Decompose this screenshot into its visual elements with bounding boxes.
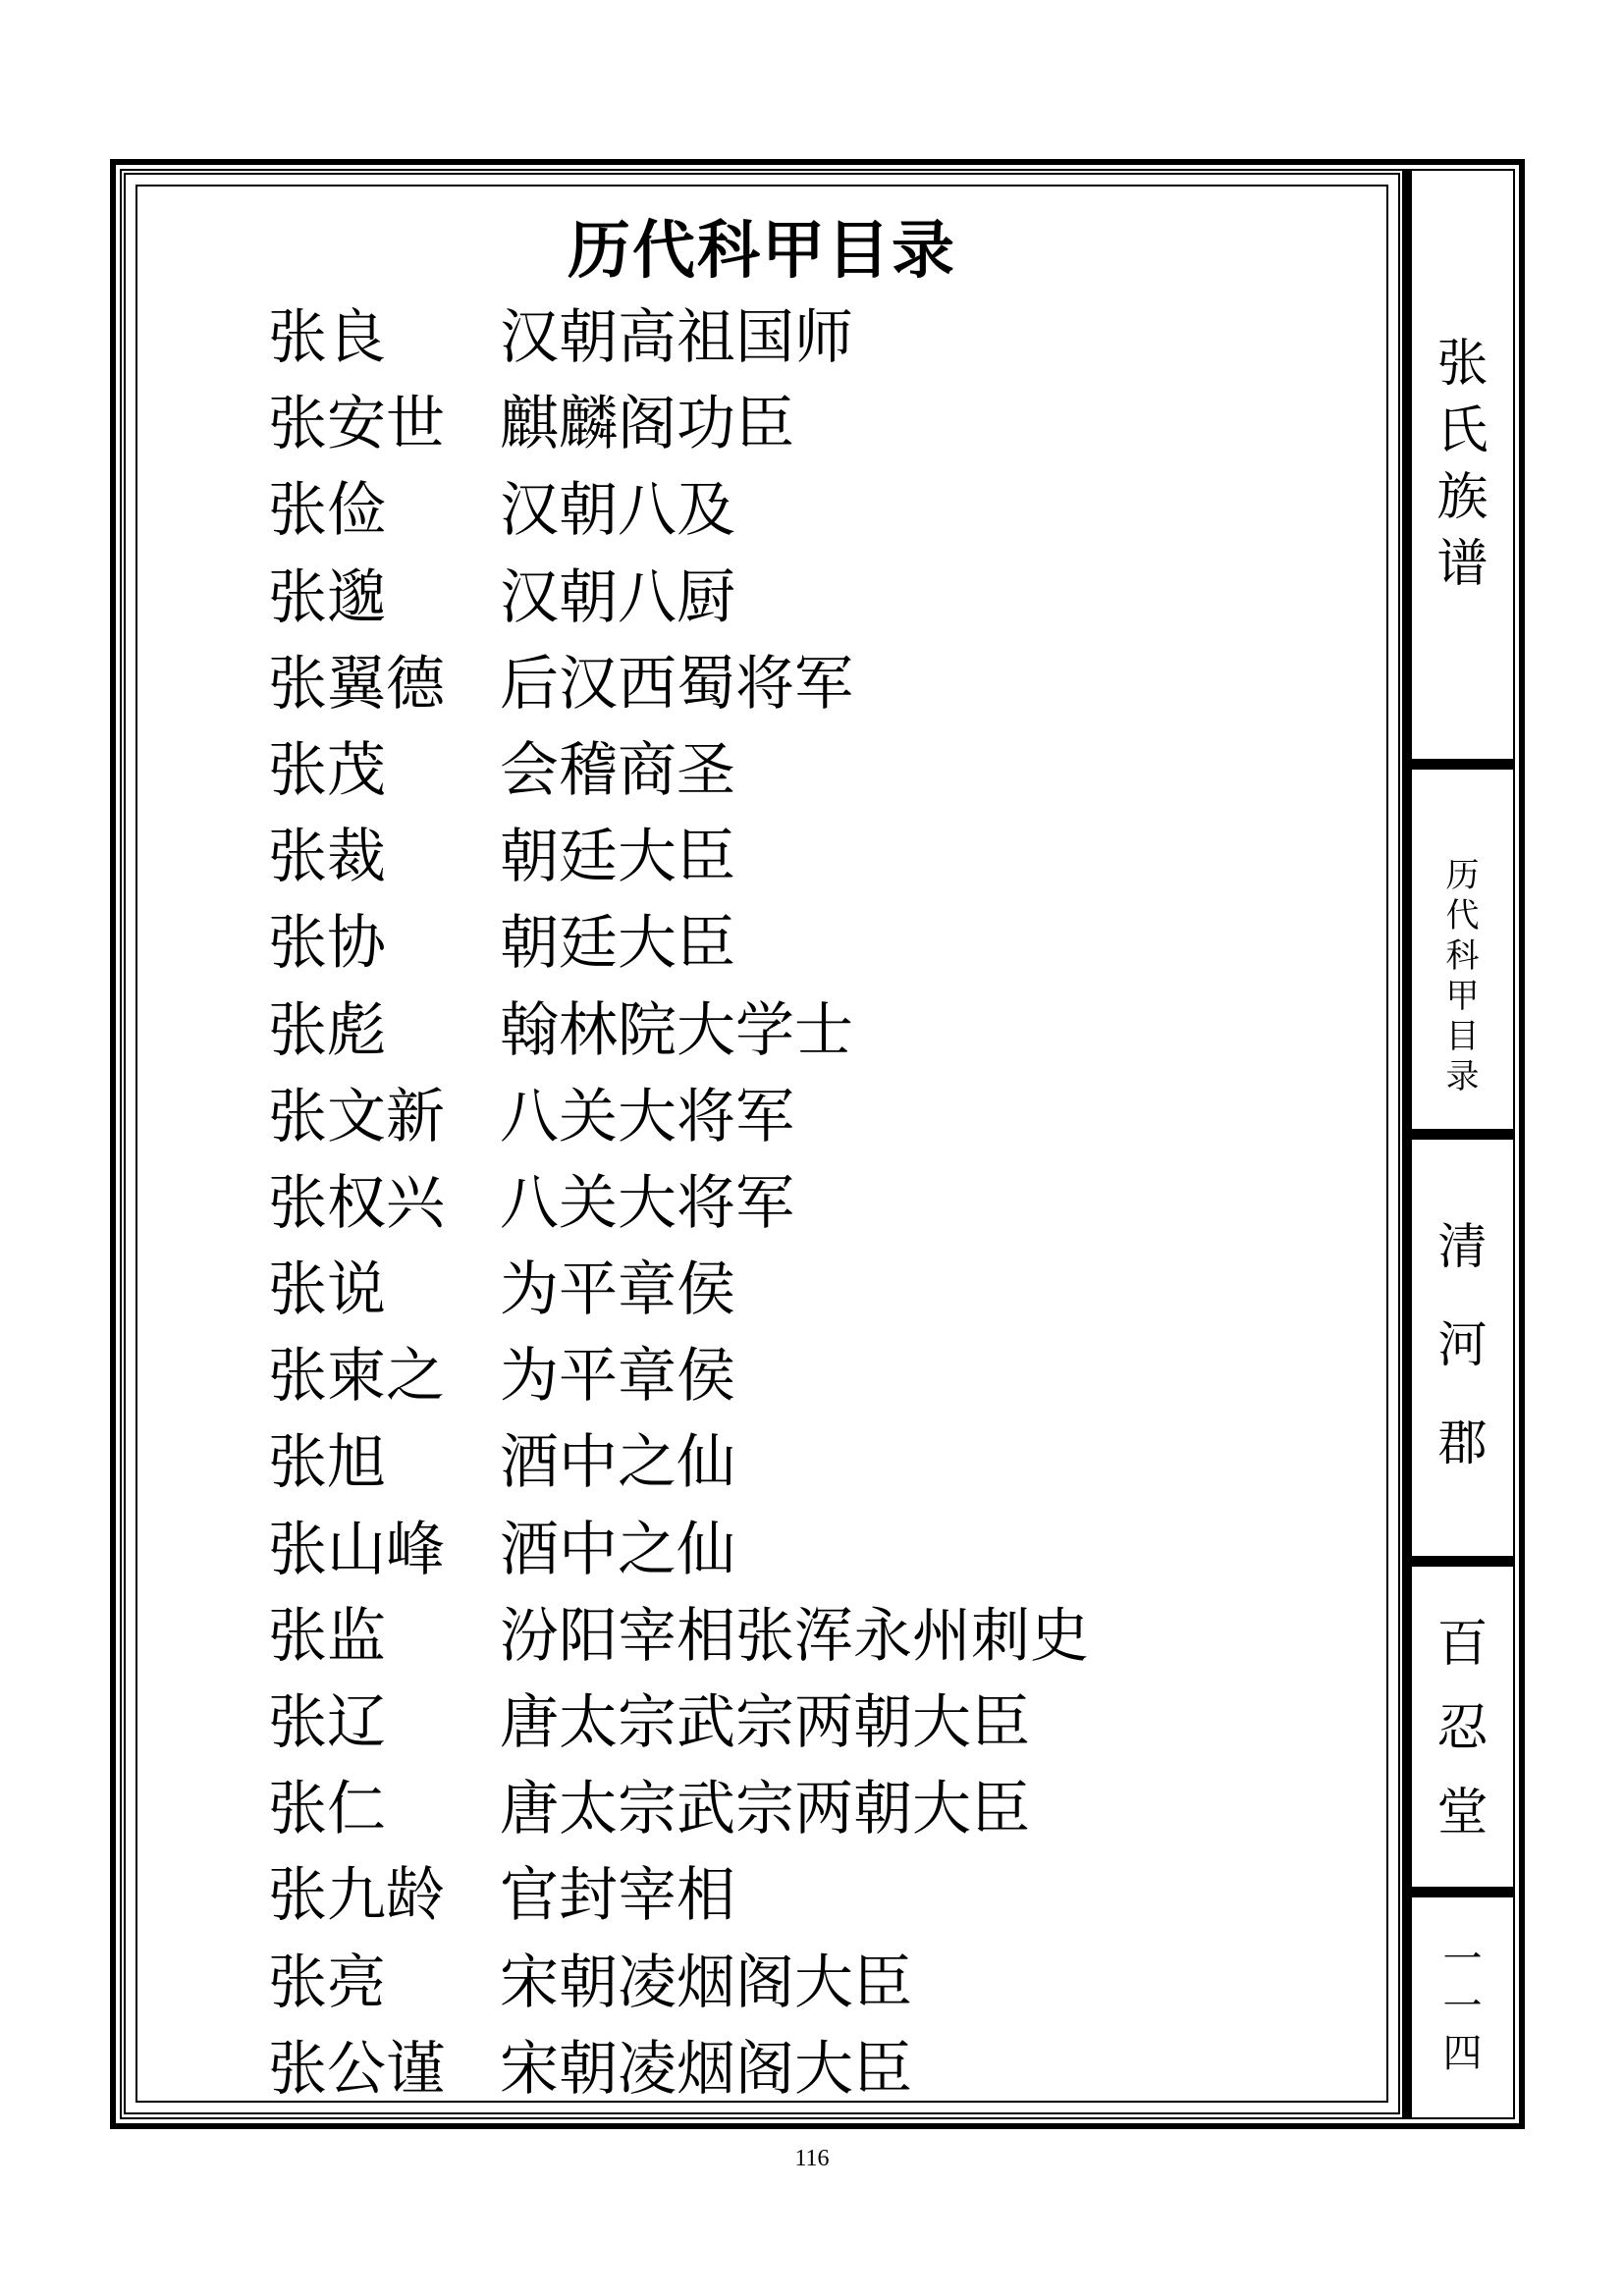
entry-name: 张裁 xyxy=(268,823,386,892)
side-divider xyxy=(1410,1131,1515,1138)
vertical-char: 河 xyxy=(1437,1316,1488,1373)
vertical-char: 族 xyxy=(1436,468,1489,527)
vertical-char: 氏 xyxy=(1436,401,1489,460)
hall-name-vertical xyxy=(1410,1602,1515,1855)
entry-description: 后汉西蜀将军 xyxy=(500,649,853,719)
entry-name: 张俭 xyxy=(268,476,386,546)
entry-name: 张邈 xyxy=(268,562,386,632)
entry-name: 张文新 xyxy=(268,1082,445,1151)
entry-name: 张仁 xyxy=(268,1775,386,1844)
side-divider xyxy=(1410,1889,1515,1896)
entry-description: 汉朝高祖国师 xyxy=(500,303,853,372)
side-divider xyxy=(1410,761,1515,768)
vertical-char: 一 xyxy=(1442,1937,1483,1982)
vertical-char: 一 xyxy=(1442,1984,1483,2029)
entry-description: 汾阳宰相张浑永州刺史 xyxy=(500,1601,1089,1671)
book-title-vertical xyxy=(1410,331,1515,598)
vertical-char: 四 xyxy=(1442,2031,1483,2076)
vertical-char: 录 xyxy=(1445,1057,1480,1096)
entry-description: 麒麟阁功臣 xyxy=(500,390,794,459)
entry-description: 朝廷大臣 xyxy=(500,909,735,979)
entry-description: 朝廷大臣 xyxy=(500,823,735,892)
entry-name: 张辽 xyxy=(268,1688,386,1757)
entry-description: 宋朝凌烟阁大臣 xyxy=(500,1948,912,2017)
entry-description: 酒中之仙 xyxy=(500,1428,735,1498)
vertical-char: 甲 xyxy=(1445,977,1480,1016)
entry-name: 张监 xyxy=(268,1601,386,1671)
entry-name: 张茂 xyxy=(268,735,386,805)
page-number: 116 xyxy=(794,2146,830,2171)
entry-name: 张说 xyxy=(268,1255,386,1325)
page-title: 历代科甲目录 xyxy=(568,214,956,288)
entry-description: 为平章侯 xyxy=(500,1255,735,1325)
vertical-char: 谱 xyxy=(1436,535,1489,594)
vertical-char: 清 xyxy=(1437,1218,1488,1275)
entry-name: 张权兴 xyxy=(268,1168,445,1238)
entry-name: 张协 xyxy=(268,909,386,979)
vertical-char: 张 xyxy=(1436,335,1489,394)
entry-description: 唐太宗武宗两朝大臣 xyxy=(500,1688,1030,1757)
entry-description: 官封宰相 xyxy=(500,1861,735,1931)
entry-name: 张旭 xyxy=(268,1428,386,1498)
entry-name: 张良 xyxy=(268,303,386,372)
entry-name: 张柬之 xyxy=(268,1342,445,1412)
vertical-char: 百 xyxy=(1436,1615,1489,1674)
vertical-char: 科 xyxy=(1445,936,1480,976)
entry-name: 张彪 xyxy=(268,995,386,1065)
vertical-char: 忍 xyxy=(1436,1699,1489,1758)
entry-description: 宋朝凌烟阁大臣 xyxy=(500,2034,912,2104)
entry-description: 汉朝八厨 xyxy=(500,562,735,632)
vertical-char: 堂 xyxy=(1436,1784,1489,1842)
entry-description: 翰林院大学士 xyxy=(500,995,853,1065)
side-column xyxy=(1410,169,1515,2119)
entry-name: 张九龄 xyxy=(268,1861,445,1931)
entry-name: 张安世 xyxy=(268,390,445,459)
entry-name: 张翼德 xyxy=(268,649,445,719)
section-title-vertical xyxy=(1410,856,1515,1097)
folio-number-vertical xyxy=(1410,1936,1515,2077)
vertical-char: 历 xyxy=(1445,856,1480,895)
entry-name: 张亮 xyxy=(268,1948,386,2017)
entry-description: 八关大将军 xyxy=(500,1082,794,1151)
entry-description: 唐太宗武宗两朝大臣 xyxy=(500,1775,1030,1844)
entry-description: 为平章侯 xyxy=(500,1342,735,1412)
entry-description: 八关大将军 xyxy=(500,1168,794,1238)
commandery-vertical xyxy=(1410,1198,1515,1492)
vertical-char: 目 xyxy=(1445,1017,1480,1056)
vertical-char: 郡 xyxy=(1437,1415,1488,1471)
entry-name: 张公谨 xyxy=(268,2034,445,2104)
entry-description: 汉朝八及 xyxy=(500,476,735,546)
vertical-char: 代 xyxy=(1445,896,1480,935)
entry-description: 酒中之仙 xyxy=(500,1515,735,1584)
entry-description: 会稽商圣 xyxy=(500,735,735,805)
column-separator xyxy=(1402,169,1410,2119)
side-divider xyxy=(1410,1558,1515,1565)
entry-name: 张山峰 xyxy=(268,1515,445,1584)
